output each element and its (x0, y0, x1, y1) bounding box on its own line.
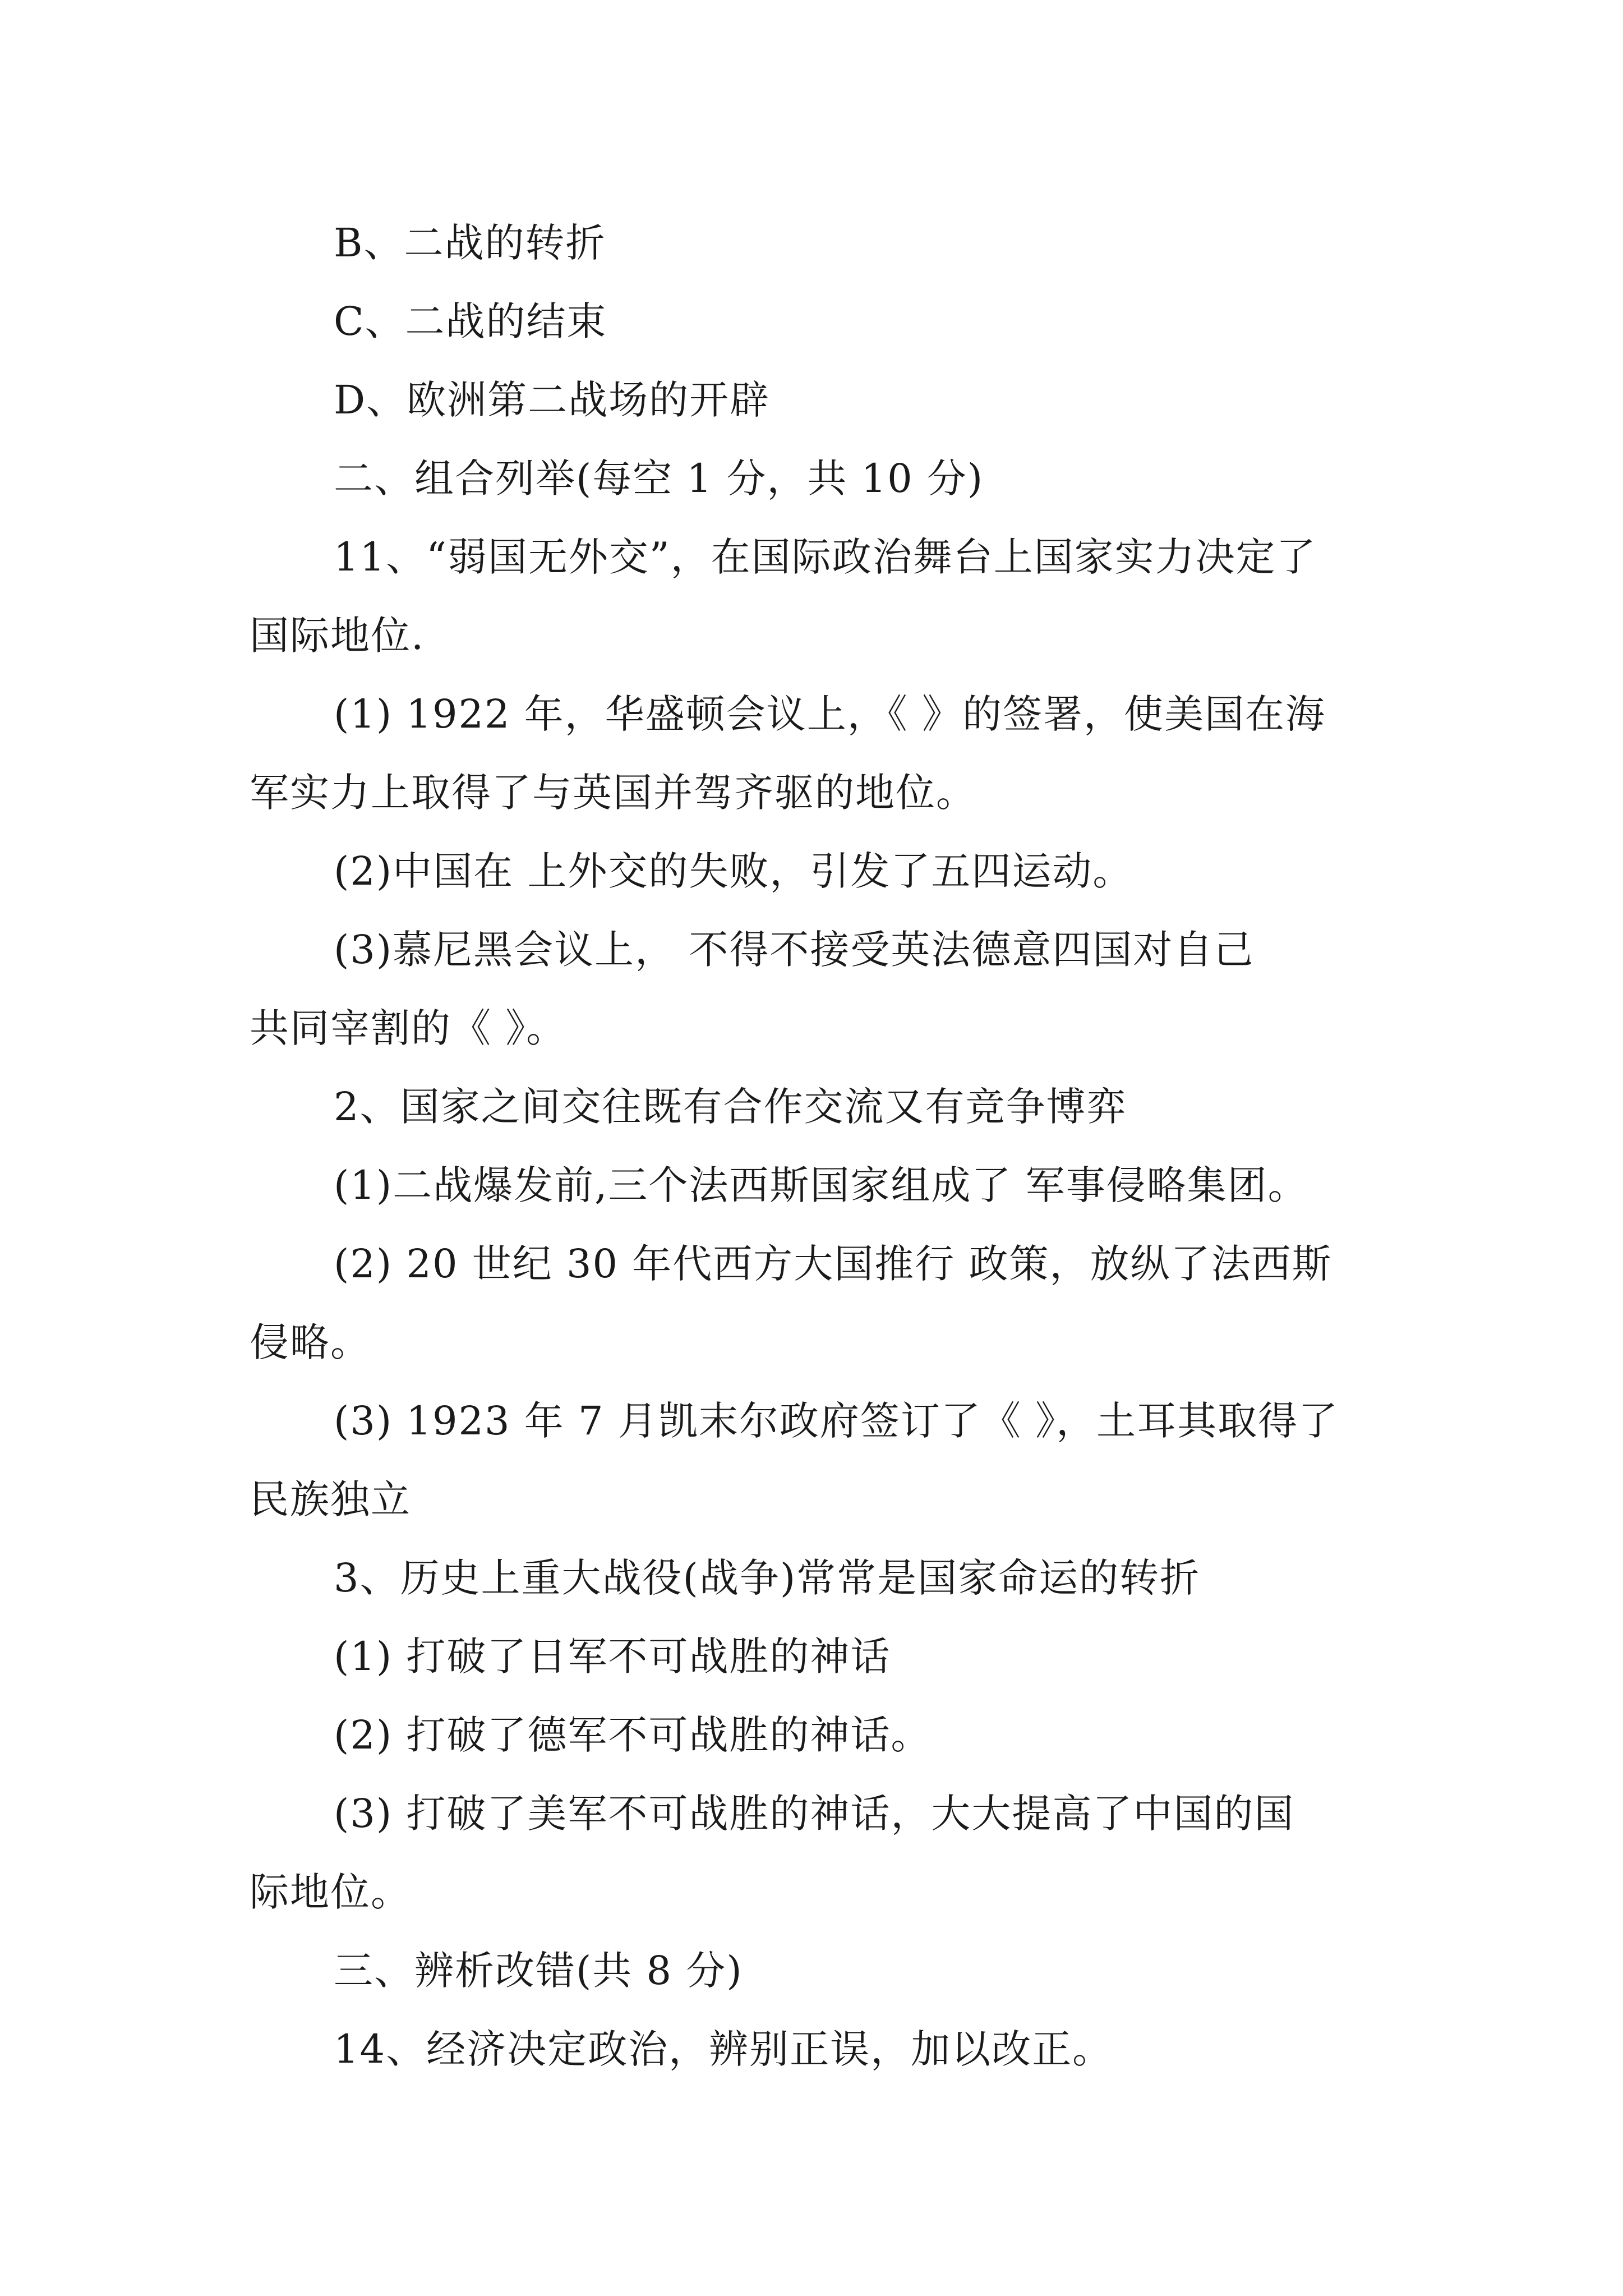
sub-question: (2) 打破了德军不可战胜的神话。 (334, 1712, 932, 1758)
sub-question: 际地位。 (250, 1869, 411, 1915)
sub-question: (3) 1923 年 7 月凯末尔政府签订了《 》，土耳其取得了 (334, 1398, 1339, 1444)
sub-question: (3) 打破了美军不可战胜的神话，大大提高了中国的国 (334, 1791, 1295, 1837)
sub-question: 共同宰割的《 》。 (250, 1005, 567, 1051)
sub-question: 军实力上取得了与英国并驾齐驱的地位。 (250, 770, 976, 816)
sub-question: (3)慕尼黑会议上， 不得不接受英法德意四国对自己 (334, 927, 1255, 973)
question-text: 国际地位. (250, 613, 425, 659)
section-heading: 二、组合列举(每空 1 分，共 10 分) (334, 455, 984, 501)
sub-question: 民族独立 (250, 1476, 411, 1522)
sub-question: 侵略。 (250, 1319, 371, 1365)
question-text: 3、历史上重大战役(战争)常常是国家命运的转折 (334, 1555, 1201, 1601)
sub-question: (1)二战爆发前,三个法西斯国家组成了 军事侵略集团。 (334, 1162, 1308, 1208)
question-text: 14、经济决定政治，辨别正误，加以改正。 (334, 2026, 1113, 2072)
question-text: 2、国家之间交往既有合作交流又有竞争博弈 (334, 1084, 1127, 1130)
sub-question: (2) 20 世纪 30 年代西方大国推行 政策，放纵了法西斯 (334, 1241, 1332, 1287)
option-d: D、欧洲第二战场的开辟 (334, 377, 771, 423)
option-c: C、二战的结束 (334, 298, 607, 344)
sub-question: (2)中国在 上外交的失败，引发了五四运动。 (334, 848, 1133, 894)
sub-question: (1) 1922 年，华盛顿会议上，《 》的签署，使美国在海 (334, 691, 1326, 737)
option-b: B、二战的转折 (334, 220, 606, 266)
question-text: 11、“弱国无外交”，在国际政治舞台上国家实力决定了 (334, 534, 1317, 580)
sub-question: (1) 打破了日军不可战胜的神话 (334, 1634, 891, 1680)
section-heading: 三、辨析改错(共 8 分) (334, 1948, 743, 1994)
